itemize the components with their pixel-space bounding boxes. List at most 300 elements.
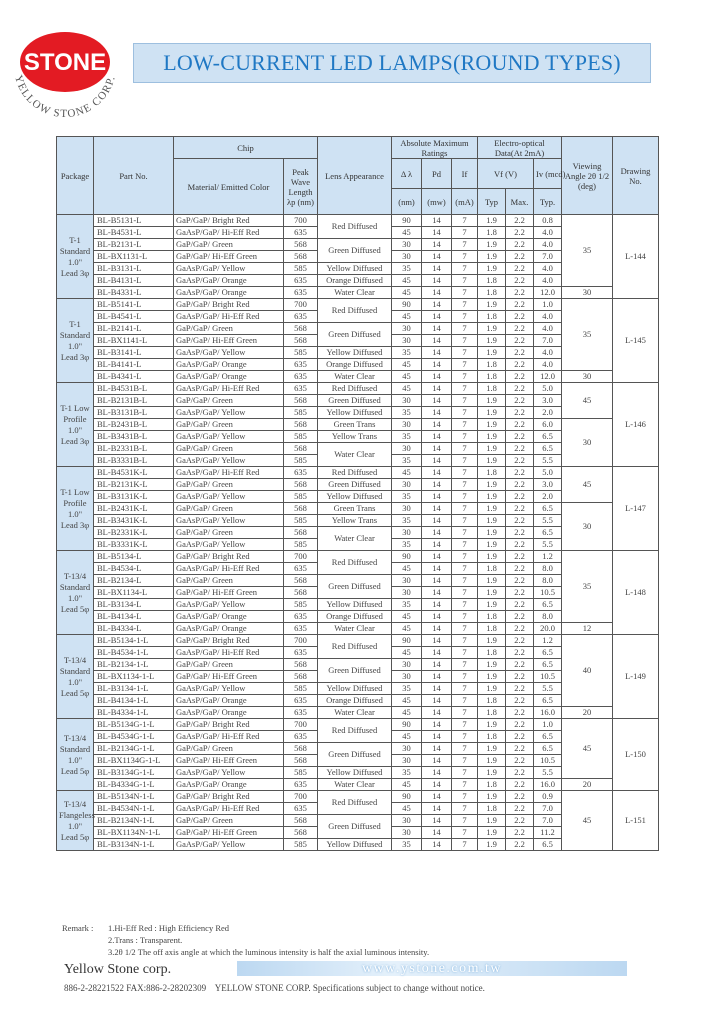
delta-lambda-cell: 30: [392, 827, 422, 839]
vf-max-cell: 2.2: [506, 371, 534, 383]
peak-wave-cell: 635: [284, 311, 318, 323]
lens-cell: Red Diffused: [318, 551, 392, 575]
peak-wave-cell: 568: [284, 671, 318, 683]
hdr-drawing: Drawing No.: [613, 137, 659, 215]
peak-wave-cell: 568: [284, 815, 318, 827]
iv-typ-cell: 5.5: [534, 683, 562, 695]
lens-cell: Green Trans: [318, 419, 392, 431]
vf-typ-cell: 1.9: [478, 251, 506, 263]
delta-lambda-cell: 90: [392, 791, 422, 803]
iv-typ-cell: 16.0: [534, 707, 562, 719]
iv-typ-cell: 6.5: [534, 659, 562, 671]
part-no-cell: BL-B3131K-L: [94, 491, 174, 503]
viewing-angle-cell: 30: [562, 419, 613, 467]
vf-typ-cell: 1.9: [478, 503, 506, 515]
lens-cell: Yellow Diffused: [318, 347, 392, 359]
pd-cell: 14: [422, 611, 452, 623]
pd-cell: 14: [422, 251, 452, 263]
pd-cell: 14: [422, 755, 452, 767]
pd-cell: 14: [422, 683, 452, 695]
lens-cell: Water Clear: [318, 287, 392, 299]
vf-max-cell: 2.2: [506, 683, 534, 695]
material-cell: GaP/GaP/ Bright Red: [174, 791, 284, 803]
lens-cell: Green Diffused: [318, 659, 392, 683]
iv-typ-cell: 10.5: [534, 755, 562, 767]
vf-max-cell: 2.2: [506, 251, 534, 263]
iv-typ-cell: 6.5: [534, 527, 562, 539]
iv-typ-cell: 7.0: [534, 815, 562, 827]
vf-typ-cell: 1.9: [478, 635, 506, 647]
vf-max-cell: 2.2: [506, 527, 534, 539]
if-cell: 7: [452, 323, 478, 335]
delta-lambda-cell: 45: [392, 371, 422, 383]
table-row: [57, 287, 659, 299]
vf-max-cell: 2.2: [506, 563, 534, 575]
material-cell: GaAsP/GaP/ Yellow: [174, 263, 284, 275]
if-cell: 7: [452, 287, 478, 299]
lens-cell: Red Diffused: [318, 467, 392, 479]
hdr-viewing: Viewing Angle 2θ 1/2 (deg): [562, 137, 613, 215]
table-row: [57, 635, 659, 647]
vf-max-cell: 2.2: [506, 215, 534, 227]
iv-typ-cell: 16.0: [534, 779, 562, 791]
vf-max-cell: 2.2: [506, 467, 534, 479]
footer-brand: Yellow Stone corp.: [64, 962, 172, 977]
lens-cell: Water Clear: [318, 623, 392, 635]
vf-typ-cell: 1.9: [478, 515, 506, 527]
pd-cell: 14: [422, 647, 452, 659]
lens-cell: Yellow Diffused: [318, 839, 392, 851]
if-cell: 7: [452, 767, 478, 779]
pd-cell: 14: [422, 587, 452, 599]
vf-max-cell: 2.2: [506, 743, 534, 755]
material-cell: GaAsP/GaP/ Hi-Eff Red: [174, 383, 284, 395]
lens-cell: Water Clear: [318, 779, 392, 791]
part-no-cell: BL-B4141-L: [94, 359, 174, 371]
viewing-angle-cell: 20: [562, 707, 613, 719]
vf-typ-cell: 1.9: [478, 827, 506, 839]
iv-typ-cell: 20.0: [534, 623, 562, 635]
part-no-cell: BL-B4531K-L: [94, 467, 174, 479]
vf-typ-cell: 1.9: [478, 407, 506, 419]
vf-typ-cell: 1.9: [478, 299, 506, 311]
iv-typ-cell: 1.0: [534, 719, 562, 731]
drawing-no-cell: L-151: [613, 791, 659, 851]
drawing-no-cell: L-144: [613, 215, 659, 299]
delta-lambda-cell: 30: [392, 575, 422, 587]
part-no-cell: BL-B4134-1-L: [94, 695, 174, 707]
part-no-cell: BL-B4341-L: [94, 371, 174, 383]
part-no-cell: BL-B3134-L: [94, 599, 174, 611]
part-no-cell: BL-B3131-L: [94, 263, 174, 275]
table-row: [57, 383, 659, 395]
material-cell: GaP/GaP/ Bright Red: [174, 635, 284, 647]
vf-typ-cell: 1.8: [478, 371, 506, 383]
vf-typ-cell: 1.9: [478, 575, 506, 587]
hdr-electro: Electro-optical Data(At 2mA): [478, 137, 562, 159]
part-no-cell: BL-B3134G-1-L: [94, 767, 174, 779]
material-cell: GaAsP/GaP/ Yellow: [174, 407, 284, 419]
if-cell: 7: [452, 671, 478, 683]
iv-typ-cell: 1.2: [534, 635, 562, 647]
pd-cell: 14: [422, 659, 452, 671]
pd-cell: 14: [422, 395, 452, 407]
peak-wave-cell: 585: [284, 515, 318, 527]
if-cell: 7: [452, 263, 478, 275]
lens-cell: Yellow Diffused: [318, 683, 392, 695]
pd-cell: 14: [422, 299, 452, 311]
part-no-cell: BL-B4331-L: [94, 287, 174, 299]
pd-cell: 14: [422, 275, 452, 287]
lens-cell: Yellow Diffused: [318, 767, 392, 779]
part-no-cell: BL-B2131B-L: [94, 395, 174, 407]
lens-cell: Red Diffused: [318, 215, 392, 239]
if-cell: 7: [452, 239, 478, 251]
vf-max-cell: 2.2: [506, 491, 534, 503]
vf-max-cell: 2.2: [506, 779, 534, 791]
vf-typ-cell: 1.9: [478, 431, 506, 443]
pd-cell: 14: [422, 335, 452, 347]
vf-typ-cell: 1.9: [478, 815, 506, 827]
material-cell: GaP/GaP/ Green: [174, 815, 284, 827]
vf-max-cell: 2.2: [506, 623, 534, 635]
pd-cell: 14: [422, 479, 452, 491]
remark-item-2: 2.Trans : Transparent.: [108, 935, 183, 945]
material-cell: GaAsP/GaP/ Hi-Eff Red: [174, 227, 284, 239]
material-cell: GaAsP/GaP/ Yellow: [174, 515, 284, 527]
if-cell: 7: [452, 299, 478, 311]
delta-lambda-cell: 30: [392, 443, 422, 455]
part-no-cell: BL-B4534-1-L: [94, 647, 174, 659]
iv-typ-cell: 0.8: [534, 215, 562, 227]
delta-lambda-cell: 45: [392, 275, 422, 287]
part-no-cell: BL-B4541-L: [94, 311, 174, 323]
vf-max-cell: 2.2: [506, 599, 534, 611]
vf-typ-cell: 1.8: [478, 779, 506, 791]
part-no-cell: BL-B4334G-1-L: [94, 779, 174, 791]
part-no-cell: BL-BX1141-L: [94, 335, 174, 347]
pd-cell: 14: [422, 539, 452, 551]
hdr-delta-lambda: Δ λ: [392, 159, 422, 189]
pd-cell: 14: [422, 347, 452, 359]
peak-wave-cell: 585: [284, 491, 318, 503]
lens-cell: Yellow Diffused: [318, 263, 392, 275]
vf-typ-cell: 1.8: [478, 467, 506, 479]
viewing-angle-cell: 45: [562, 383, 613, 419]
part-no-cell: BL-BX1134-1-L: [94, 671, 174, 683]
hdr-peak-wave: Peak Wave Length λp (nm): [284, 159, 318, 215]
footer-contact-line: [64, 983, 485, 993]
if-cell: 7: [452, 707, 478, 719]
part-no-cell: BL-B5134-L: [94, 551, 174, 563]
material-cell: GaP/GaP/ Green: [174, 479, 284, 491]
part-no-cell: BL-B5141-L: [94, 299, 174, 311]
iv-typ-cell: 6.5: [534, 647, 562, 659]
vf-typ-cell: 1.8: [478, 275, 506, 287]
table-row: [57, 791, 659, 803]
material-cell: GaAsP/GaP/ Yellow: [174, 491, 284, 503]
vf-typ-cell: 1.9: [478, 455, 506, 467]
vf-max-cell: 2.2: [506, 815, 534, 827]
material-cell: GaAsP/GaP/ Hi-Eff Red: [174, 311, 284, 323]
vf-typ-cell: 1.8: [478, 287, 506, 299]
peak-wave-cell: 635: [284, 359, 318, 371]
iv-typ-cell: 10.5: [534, 671, 562, 683]
if-cell: 7: [452, 359, 478, 371]
vf-typ-cell: 1.9: [478, 323, 506, 335]
iv-typ-cell: 7.0: [534, 335, 562, 347]
delta-lambda-cell: 45: [392, 623, 422, 635]
delta-lambda-cell: 30: [392, 395, 422, 407]
hdr-chip: Chip: [174, 137, 318, 159]
vf-max-cell: 2.2: [506, 587, 534, 599]
material-cell: GaP/GaP/ Bright Red: [174, 719, 284, 731]
vf-typ-cell: 1.9: [478, 395, 506, 407]
yellow-stone-logo: [4, 16, 126, 128]
remarks: [62, 922, 429, 958]
material-cell: GaAsP/GaP/ Yellow: [174, 599, 284, 611]
spec-table: [56, 136, 659, 851]
remark-item-3: 3.2θ 1/2 The off axis angle at which the luminous intensity is half the axial luminous intensity.: [108, 947, 430, 957]
table-row: [57, 551, 659, 563]
vf-max-cell: 2.2: [506, 323, 534, 335]
vf-typ-cell: 1.8: [478, 707, 506, 719]
vf-max-cell: 2.2: [506, 719, 534, 731]
pd-cell: 14: [422, 563, 452, 575]
delta-lambda-cell: 45: [392, 287, 422, 299]
hdr-material: Material/ Emitted Color: [174, 159, 284, 215]
hdr-package: Package: [57, 137, 94, 215]
delta-lambda-cell: 30: [392, 323, 422, 335]
vf-typ-cell: 1.9: [478, 743, 506, 755]
delta-lambda-cell: 30: [392, 503, 422, 515]
part-no-cell: BL-B2331K-L: [94, 527, 174, 539]
part-no-cell: BL-B4134-L: [94, 611, 174, 623]
iv-typ-cell: 10.5: [534, 587, 562, 599]
remark-item-1: 1.Hi-Eff Red : High Efficiency Red: [108, 923, 230, 933]
pd-cell: 14: [422, 779, 452, 791]
vf-max-cell: 2.2: [506, 515, 534, 527]
vf-max-cell: 2.2: [506, 503, 534, 515]
iv-typ-cell: 5.0: [534, 467, 562, 479]
lens-cell: Yellow Diffused: [318, 599, 392, 611]
website-link[interactable]: www.ystone.com.tw: [361, 960, 503, 976]
part-no-cell: BL-B4531-L: [94, 227, 174, 239]
package-cell: T-1 Low Profile 1.0" Lead 3φ: [57, 467, 94, 551]
material-cell: GaAsP/GaP/ Orange: [174, 623, 284, 635]
peak-wave-cell: 700: [284, 299, 318, 311]
part-no-cell: BL-B3131B-L: [94, 407, 174, 419]
material-cell: GaP/GaP/ Hi-Eff Green: [174, 671, 284, 683]
iv-typ-cell: 6.5: [534, 839, 562, 851]
vf-max-cell: 2.2: [506, 347, 534, 359]
lens-cell: Yellow Trans: [318, 431, 392, 443]
vf-max-cell: 2.2: [506, 659, 534, 671]
iv-typ-cell: 2.0: [534, 407, 562, 419]
material-cell: GaAsP/GaP/ Orange: [174, 611, 284, 623]
if-cell: 7: [452, 215, 478, 227]
part-no-cell: BL-B2131-L: [94, 239, 174, 251]
iv-typ-cell: 8.0: [534, 563, 562, 575]
vf-typ-cell: 1.9: [478, 683, 506, 695]
delta-lambda-cell: 45: [392, 611, 422, 623]
table-row: [57, 371, 659, 383]
peak-wave-cell: 585: [284, 539, 318, 551]
pd-cell: 14: [422, 455, 452, 467]
pd-cell: 14: [422, 827, 452, 839]
if-cell: 7: [452, 311, 478, 323]
viewing-angle-cell: 30: [562, 371, 613, 383]
iv-typ-cell: 4.0: [534, 275, 562, 287]
table-row: [57, 467, 659, 479]
peak-wave-cell: 700: [284, 635, 318, 647]
footer-contact: 886-2-28221522 FAX:886-2-28202309: [64, 983, 207, 993]
if-cell: 7: [452, 575, 478, 587]
vf-typ-cell: 1.8: [478, 647, 506, 659]
material-cell: GaAsP/GaP/ Orange: [174, 779, 284, 791]
delta-lambda-cell: 30: [392, 671, 422, 683]
hdr-abs-max: Absolute Maximum Ratings: [392, 137, 478, 159]
vf-max-cell: 2.2: [506, 731, 534, 743]
part-no-cell: BL-BX1134N-1-L: [94, 827, 174, 839]
pd-cell: 14: [422, 575, 452, 587]
peak-wave-cell: 700: [284, 215, 318, 227]
vf-typ-cell: 1.8: [478, 383, 506, 395]
pd-cell: 14: [422, 419, 452, 431]
material-cell: GaP/GaP/ Hi-Eff Green: [174, 335, 284, 347]
material-cell: GaP/GaP/ Green: [174, 395, 284, 407]
peak-wave-cell: 568: [284, 239, 318, 251]
package-cell: T-13/4 Standard 1.0" Lead 5φ: [57, 551, 94, 635]
delta-lambda-cell: 90: [392, 551, 422, 563]
vf-typ-cell: 1.9: [478, 551, 506, 563]
iv-typ-cell: 5.5: [534, 767, 562, 779]
lens-cell: Water Clear: [318, 527, 392, 551]
lens-cell: Green Diffused: [318, 743, 392, 767]
iv-typ-cell: 6.5: [534, 695, 562, 707]
material-cell: GaAsP/GaP/ Hi-Eff Red: [174, 647, 284, 659]
viewing-angle-cell: 35: [562, 551, 613, 623]
delta-lambda-cell: 35: [392, 491, 422, 503]
if-cell: 7: [452, 467, 478, 479]
if-cell: 7: [452, 623, 478, 635]
if-cell: 7: [452, 347, 478, 359]
url-bar: [237, 961, 627, 976]
table-header: [57, 137, 659, 215]
vf-max-cell: 2.2: [506, 263, 534, 275]
hdr-unit-mw: (mw): [422, 189, 452, 215]
if-cell: 7: [452, 563, 478, 575]
iv-typ-cell: 6.5: [534, 443, 562, 455]
material-cell: GaAsP/GaP/ Yellow: [174, 455, 284, 467]
material-cell: GaAsP/GaP/ Orange: [174, 707, 284, 719]
material-cell: GaP/GaP/ Green: [174, 575, 284, 587]
pd-cell: 14: [422, 803, 452, 815]
if-cell: 7: [452, 275, 478, 287]
table-row: [57, 419, 659, 431]
part-no-cell: BL-B2134N-1-L: [94, 815, 174, 827]
viewing-angle-cell: 12: [562, 623, 613, 635]
iv-typ-cell: 1.2: [534, 551, 562, 563]
part-no-cell: BL-B5134N-1-L: [94, 791, 174, 803]
part-no-cell: BL-B4531B-L: [94, 383, 174, 395]
vf-typ-cell: 1.8: [478, 311, 506, 323]
vf-max-cell: 2.2: [506, 827, 534, 839]
viewing-angle-cell: 40: [562, 635, 613, 707]
delta-lambda-cell: 45: [392, 311, 422, 323]
if-cell: 7: [452, 479, 478, 491]
if-cell: 7: [452, 371, 478, 383]
lens-cell: Green Diffused: [318, 575, 392, 599]
delta-lambda-cell: 90: [392, 215, 422, 227]
if-cell: 7: [452, 827, 478, 839]
vf-max-cell: 2.2: [506, 479, 534, 491]
hdr-typ2: Typ.: [534, 189, 562, 215]
vf-typ-cell: 1.9: [478, 839, 506, 851]
vf-max-cell: 2.2: [506, 767, 534, 779]
if-cell: 7: [452, 407, 478, 419]
logo-word: STONE: [23, 49, 107, 76]
pd-cell: 14: [422, 719, 452, 731]
if-cell: 7: [452, 743, 478, 755]
if-cell: 7: [452, 695, 478, 707]
peak-wave-cell: 568: [284, 587, 318, 599]
if-cell: 7: [452, 791, 478, 803]
delta-lambda-cell: 45: [392, 383, 422, 395]
vf-typ-cell: 1.9: [478, 671, 506, 683]
hdr-part-no: Part No.: [94, 137, 174, 215]
part-no-cell: BL-B3431K-L: [94, 515, 174, 527]
material-cell: GaP/GaP/ Green: [174, 527, 284, 539]
delta-lambda-cell: 45: [392, 707, 422, 719]
delta-lambda-cell: 35: [392, 683, 422, 695]
vf-max-cell: 2.2: [506, 803, 534, 815]
pd-cell: 14: [422, 239, 452, 251]
vf-max-cell: 2.2: [506, 791, 534, 803]
viewing-angle-cell: 45: [562, 791, 613, 851]
peak-wave-cell: 585: [284, 407, 318, 419]
lens-cell: Red Diffused: [318, 383, 392, 395]
part-no-cell: BL-B3431B-L: [94, 431, 174, 443]
vf-typ-cell: 1.8: [478, 563, 506, 575]
table-row: [57, 707, 659, 719]
vf-typ-cell: 1.8: [478, 227, 506, 239]
iv-typ-cell: 4.0: [534, 323, 562, 335]
vf-max-cell: 2.2: [506, 839, 534, 851]
hdr-unit-ma: (mA): [452, 189, 478, 215]
pd-cell: 14: [422, 503, 452, 515]
part-no-cell: BL-B3141-L: [94, 347, 174, 359]
delta-lambda-cell: 30: [392, 239, 422, 251]
iv-typ-cell: 5.5: [534, 455, 562, 467]
delta-lambda-cell: 90: [392, 299, 422, 311]
material-cell: GaAsP/GaP/ Hi-Eff Red: [174, 467, 284, 479]
drawing-no-cell: L-146: [613, 383, 659, 467]
vf-max-cell: 2.2: [506, 287, 534, 299]
part-no-cell: BL-B3134N-1-L: [94, 839, 174, 851]
delta-lambda-cell: 30: [392, 479, 422, 491]
vf-typ-cell: 1.8: [478, 359, 506, 371]
part-no-cell: BL-B4131-L: [94, 275, 174, 287]
hdr-if: If: [452, 159, 478, 189]
pd-cell: 14: [422, 767, 452, 779]
iv-typ-cell: 6.0: [534, 419, 562, 431]
peak-wave-cell: 635: [284, 695, 318, 707]
viewing-angle-cell: 20: [562, 779, 613, 791]
delta-lambda-cell: 35: [392, 539, 422, 551]
pd-cell: 14: [422, 743, 452, 755]
material-cell: GaP/GaP/ Green: [174, 443, 284, 455]
